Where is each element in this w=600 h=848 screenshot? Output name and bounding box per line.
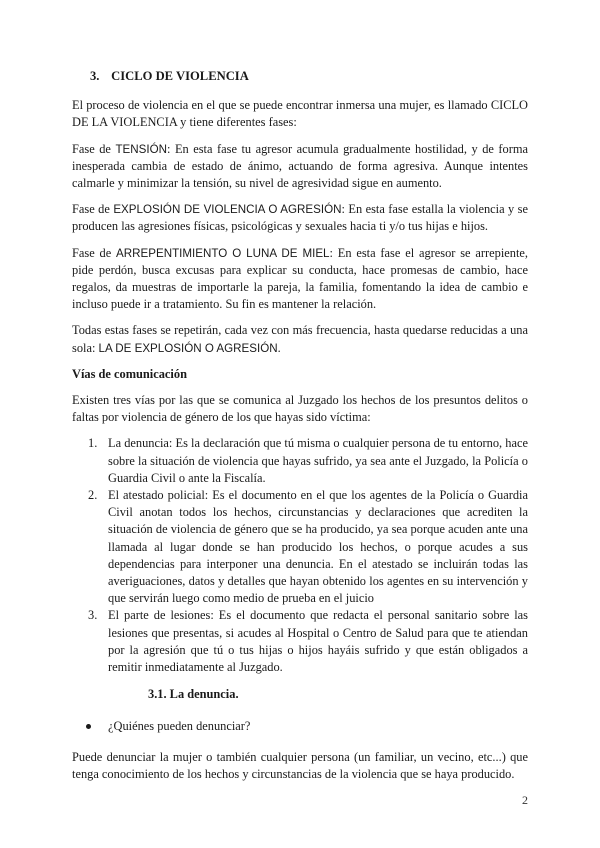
phase-prefix: Fase de bbox=[72, 245, 117, 260]
repetition-text: Todas estas fases se repetirán, cada vez con más frecuencia, hasta quedarse reducidas a una sola: bbox=[72, 323, 528, 355]
section-number: 3. bbox=[90, 69, 100, 83]
bullet-icon bbox=[86, 724, 91, 729]
phase-text: : En esta fase el agresor se arrepiente, pide perdón, busca excusas para explicar su conducta, hace promesas de cambio, hace regalos, da muestras de importarle la pareja, la familia, fomentando la idea de cambio e incluso puede ir a tratamiento. Su fin es mantener la relación. bbox=[72, 245, 528, 312]
repetition-paragraph bbox=[72, 322, 528, 356]
question-text: ¿Quiénes pueden denunciar? bbox=[108, 718, 251, 733]
list-marker: 2. bbox=[88, 488, 98, 503]
list-item bbox=[88, 487, 528, 607]
list-item-text: El atestado policial: Es el documento en el que los agentes de la Policía o Guardia Civil anotan todos los hechos, circunstancias y declaraciones que acrediten la situación de violencia de género que se ha producido, ya sea porque acuden ante una llamada al lugar donde se han producido los hechos, o porque acudes a sus dependencias para interponer una denuncia. En el atestado se incluirán todas las averiguaciones, datos y detalles que hayan obtenido los agentes en su intervención y que servirán luego como medio de prueba en el juicio bbox=[108, 488, 528, 606]
phase-tension-paragraph bbox=[72, 141, 528, 193]
phase-name-tension: TENSIÓN bbox=[115, 142, 167, 156]
vias-intro: Existen tres vías por las que se comunica al Juzgado los hechos de los presuntos delitos o faltas por violencia de género de los que hayas sido víctima: bbox=[72, 393, 528, 425]
phase-text: : En esta fase tu agresor acumula gradualmente hostilidad, y de forma inesperada cambia de estado de ánimo, actuando de forma agresiva. Aunque intentes calmarle y minimizar la tensión, su nivel de agresividad sigue en aumento. bbox=[72, 141, 528, 191]
repetition-highlight: LA DE EXPLOSIÓN O AGRESIÓN bbox=[98, 341, 278, 355]
section-heading bbox=[90, 68, 528, 85]
phase-name-arrepentimiento: ARREPENTIMIENTO O LUNA DE MIEL bbox=[116, 246, 330, 260]
phase-prefix: Fase de bbox=[72, 141, 116, 156]
repetition-end: . bbox=[277, 340, 281, 355]
list-item-text: El parte de lesiones: Es el documento que redacta el personal sanitario sobre las lesiones que presentas, si acudes al Hospital o Centro de Salud para que te atiendan por la agresión que tú o tus hijas o hijos hayáis sufrido y que están obligados a remitir inmediatamente al Juzgado. bbox=[108, 608, 528, 675]
answer-paragraph: Puede denunciar la mujer o también cualquier persona (un familiar, un vecino, etc...) que tenga conocimiento de los hechos y circunstancias de la violencia que se haya producido. bbox=[72, 749, 528, 781]
phase-explosion-paragraph bbox=[72, 201, 528, 235]
section-title: CICLO DE VIOLENCIA bbox=[111, 69, 249, 83]
list-item bbox=[88, 435, 528, 487]
list-item bbox=[88, 607, 528, 676]
phase-arrepentimiento-paragraph bbox=[72, 245, 528, 314]
phase-text: : En esta fase estalla la violencia y se producen las agresiones físicas, psicológicas y sexuales hacia ti y/o tus hijas e hijos. bbox=[72, 202, 529, 234]
page-content bbox=[72, 68, 528, 792]
page-number: 2 bbox=[522, 793, 528, 807]
subsection-heading: 3.1. La denuncia. bbox=[148, 687, 239, 702]
phase-prefix: Fase de bbox=[72, 202, 114, 217]
question-bullet bbox=[72, 718, 528, 735]
vias-heading: Vías de comunicación bbox=[72, 366, 187, 381]
intro-paragraph: El proceso de violencia en el que se puede encontrar inmersa una mujer, es llamado CICLO DE LA VIOLENCIA y tiene diferentes fases: bbox=[72, 98, 528, 130]
list-marker: 3. bbox=[88, 608, 98, 623]
vias-list bbox=[72, 435, 528, 676]
list-marker: 1. bbox=[88, 436, 98, 451]
phase-name-explosion: EXPLOSIÓN DE VIOLENCIA O AGRESIÓN bbox=[113, 203, 342, 217]
list-item-text: La denuncia: Es la declaración que tú misma o cualquier persona de tu entorno, hace sobre la situación de violencia que hayas sufrido, ya sea ante el Juzgado, la Policía o Guardia Civil o ante la Fiscalía. bbox=[108, 436, 528, 485]
